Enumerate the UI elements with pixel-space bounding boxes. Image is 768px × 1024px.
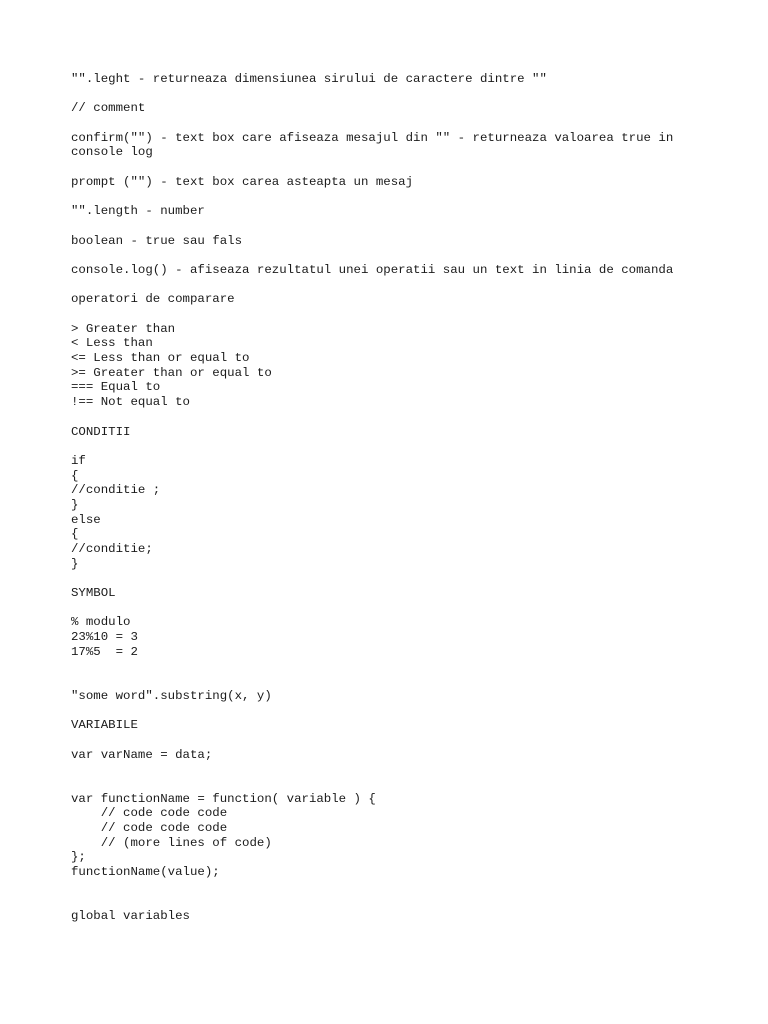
code-line: "some word".substring(x, y) bbox=[71, 688, 272, 703]
code-line: 17%5 = 2 bbox=[71, 644, 138, 659]
document-page bbox=[71, 72, 751, 924]
text-line: < Less than bbox=[71, 336, 153, 351]
blank-line bbox=[71, 601, 751, 616]
code-line: // (more lines of code) bbox=[71, 835, 272, 850]
text-line: "".length - number bbox=[71, 204, 205, 219]
blank-line bbox=[71, 704, 751, 719]
text-line: console.log() - afiseaza rezultatul unei operatii sau un text in linia de comanda bbox=[71, 262, 674, 277]
code-line: 23%10 = 3 bbox=[71, 630, 138, 645]
blank-line bbox=[71, 219, 751, 234]
code-line: if bbox=[71, 453, 86, 468]
text-line: >= Greater than or equal to bbox=[71, 365, 272, 380]
blank-line bbox=[71, 895, 751, 910]
code-line: } bbox=[71, 497, 79, 512]
code-line: // code code code bbox=[71, 806, 228, 821]
blank-line bbox=[71, 571, 751, 586]
code-line: var functionName = function( variable ) { bbox=[71, 791, 376, 806]
code-line: //conditie ; bbox=[71, 483, 161, 498]
section-heading: SYMBOL bbox=[71, 586, 116, 601]
blank-line bbox=[71, 160, 751, 175]
section-heading: global variables bbox=[71, 909, 190, 924]
blank-line bbox=[71, 307, 751, 322]
blank-line bbox=[71, 777, 751, 792]
blank-line bbox=[71, 733, 751, 748]
section-heading: operatori de comparare bbox=[71, 292, 235, 307]
blank-line bbox=[71, 660, 751, 675]
blank-line bbox=[71, 116, 751, 131]
blank-line bbox=[71, 439, 751, 454]
blank-line bbox=[71, 278, 751, 293]
code-line: // code code code bbox=[71, 821, 228, 836]
code-line: var varName = data; bbox=[71, 747, 213, 762]
text-line: prompt ("") - text box carea asteapta un mesaj bbox=[71, 174, 414, 189]
text-line: > Greater than bbox=[71, 321, 176, 336]
code-line: { bbox=[71, 468, 79, 483]
code-line: } bbox=[71, 556, 79, 571]
code-line: functionName(value); bbox=[71, 865, 220, 880]
blank-line bbox=[71, 87, 751, 102]
section-heading: VARIABILE bbox=[71, 718, 138, 733]
text-line: % modulo bbox=[71, 615, 131, 630]
code-line: }; bbox=[71, 850, 86, 865]
text-line: boolean - true sau fals bbox=[71, 233, 243, 248]
text-line: === Equal to bbox=[71, 380, 161, 395]
blank-line bbox=[71, 762, 751, 777]
blank-line bbox=[71, 674, 751, 689]
text-line: <= Less than or equal to bbox=[71, 351, 250, 366]
blank-line bbox=[71, 190, 751, 205]
text-line: // comment bbox=[71, 101, 146, 116]
blank-line bbox=[71, 248, 751, 263]
text-line: !== Not equal to bbox=[71, 395, 190, 410]
code-line: { bbox=[71, 527, 79, 542]
code-line: else bbox=[71, 512, 101, 527]
text-line: "".leght - returneaza dimensiunea sirului de caractere dintre "" bbox=[71, 72, 547, 86]
text-line: console log bbox=[71, 145, 153, 160]
code-line: //conditie; bbox=[71, 542, 153, 556]
section-heading: CONDITII bbox=[71, 424, 131, 439]
text-line: confirm("") - text box care afiseaza mesajul din "" - returneaza valoarea true in bbox=[71, 130, 674, 145]
blank-line bbox=[71, 880, 751, 895]
blank-line bbox=[71, 410, 751, 425]
